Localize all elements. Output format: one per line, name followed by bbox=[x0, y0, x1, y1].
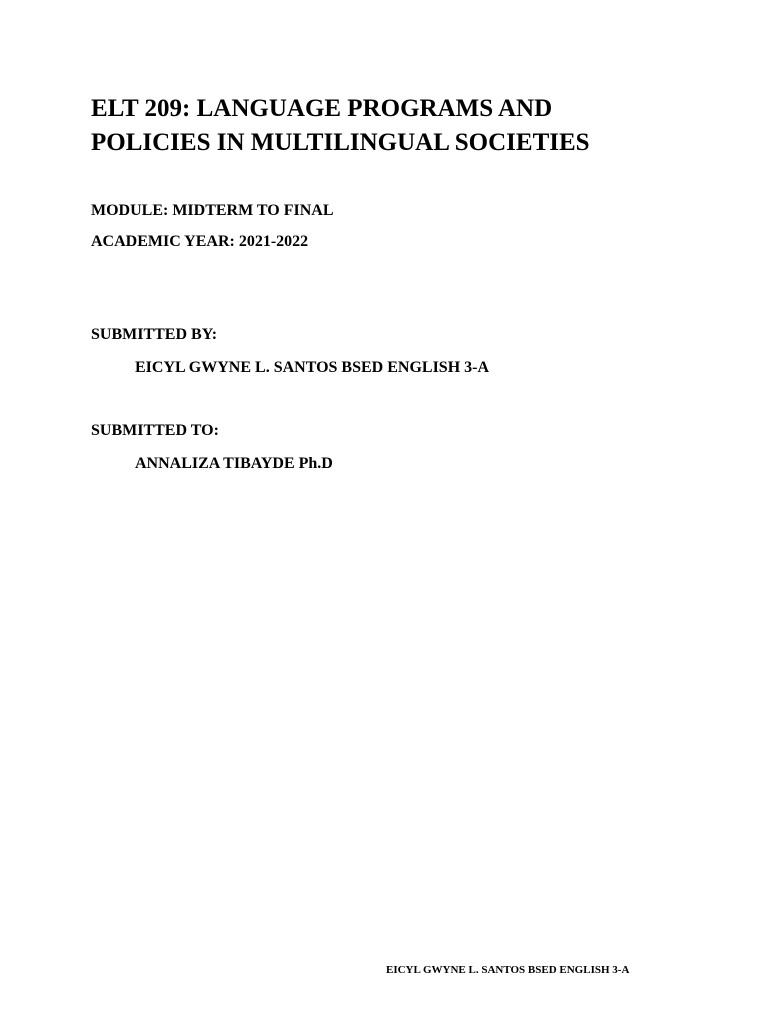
submitted-by-name: EICYL GWYNE L. SANTOS BSED ENGLISH 3-A bbox=[135, 359, 490, 376]
title-line-2: POLICIES IN MULTILINGUAL SOCIETIES bbox=[91, 129, 590, 156]
academic-year-line: ACADEMIC YEAR: 2021-2022 bbox=[91, 233, 309, 250]
module-line: MODULE: MIDTERM TO FINAL bbox=[91, 202, 334, 219]
title-line-1: ELT 209: LANGUAGE PROGRAMS AND bbox=[91, 95, 553, 122]
document-title bbox=[91, 92, 711, 160]
submitted-to-label: SUBMITTED TO: bbox=[91, 422, 219, 439]
submitted-by-label: SUBMITTED BY: bbox=[91, 326, 218, 343]
submitted-to-name: ANNALIZA TIBAYDE Ph.D bbox=[135, 455, 333, 472]
page-footer: EICYL GWYNE L. SANTOS BSED ENGLISH 3-A bbox=[386, 964, 630, 976]
